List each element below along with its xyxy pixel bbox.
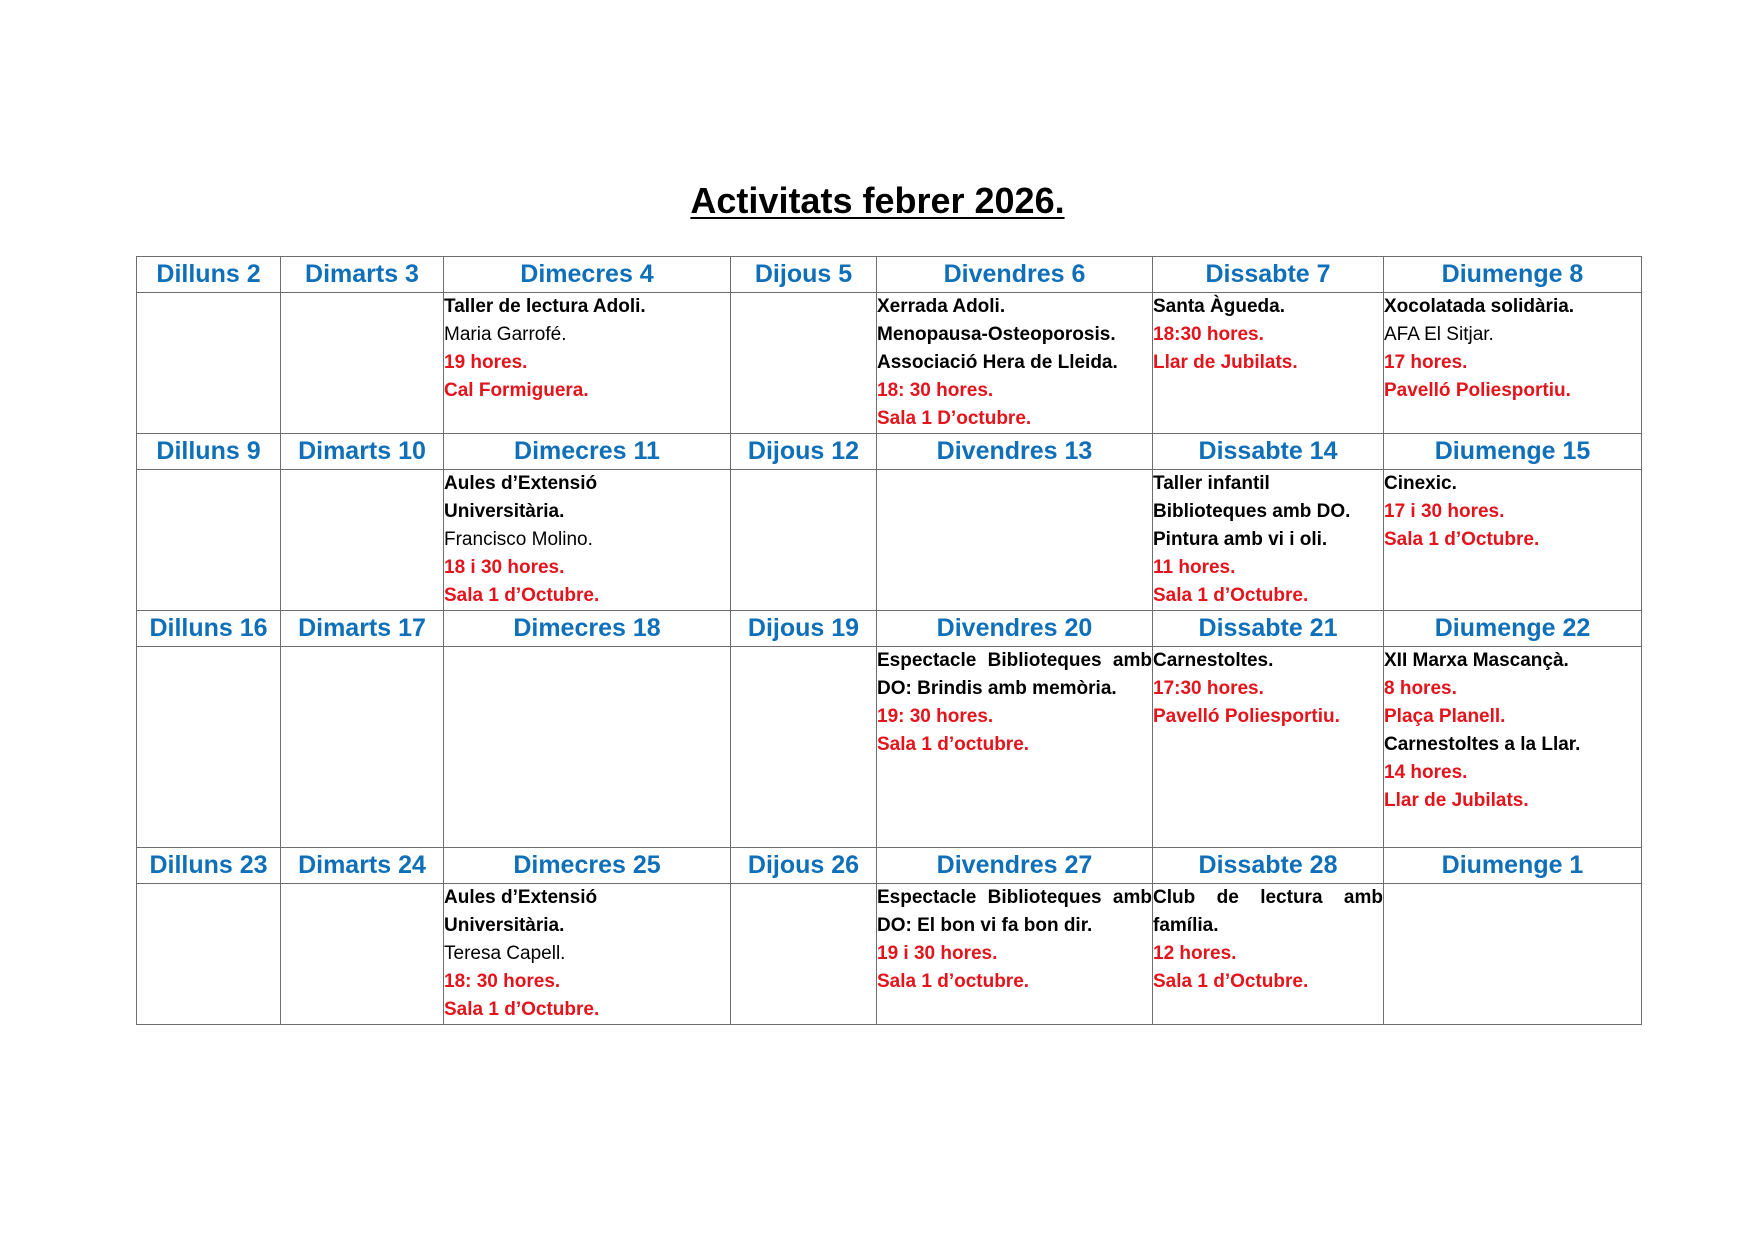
day-header: Dissabte 28	[1153, 848, 1384, 884]
event-location: Sala 1 d’octubre.	[877, 734, 1030, 755]
day-header: Divendres 6	[877, 257, 1153, 293]
event-time: 19 hores.	[444, 352, 528, 373]
week-header-row	[137, 611, 1642, 647]
day-header: Dilluns 23	[137, 848, 281, 884]
day-cell	[1153, 293, 1384, 434]
event-time: 8 hores.	[1384, 678, 1457, 699]
day-header: Dimarts 17	[281, 611, 444, 647]
week-header-row	[137, 257, 1642, 293]
event-title: Taller infantil	[1153, 473, 1270, 494]
week-events-row	[137, 647, 1642, 848]
event-time: 11 hores.	[1153, 557, 1236, 578]
event-time: 18:30 hores.	[1153, 324, 1264, 345]
day-header: Dijous 26	[731, 848, 877, 884]
day-header: Dilluns 16	[137, 611, 281, 647]
event-title: Aules d’Extensió	[444, 473, 598, 494]
event-time: 12 hores.	[1153, 943, 1237, 964]
day-header: Dimarts 10	[281, 434, 444, 470]
day-cell	[731, 647, 877, 848]
event-organizer: Teresa Capell.	[444, 943, 566, 964]
event-location: Sala 1 d’Octubre.	[1384, 529, 1540, 550]
event-location: Pavelló Poliesportiu.	[1153, 706, 1340, 727]
day-cell	[1384, 647, 1642, 848]
page-title-text: Activitats febrer 2026.	[690, 180, 1065, 221]
day-cell	[137, 293, 281, 434]
day-cell	[137, 470, 281, 611]
event-location: Plaça Planell.	[1384, 706, 1506, 727]
event-title: Santa Àgueda.	[1153, 296, 1285, 317]
day-cell	[444, 293, 731, 434]
day-header: Dimarts 24	[281, 848, 444, 884]
day-cell	[137, 647, 281, 848]
page-title	[0, 180, 1755, 222]
day-header: Dimarts 3	[281, 257, 444, 293]
event-organizer: AFA El Sitjar.	[1384, 324, 1494, 345]
day-cell	[1153, 647, 1384, 848]
event-location: Pavelló Poliesportiu.	[1384, 380, 1571, 401]
event-organizer: Francisco Molino.	[444, 529, 593, 550]
day-cell	[731, 470, 877, 611]
day-header: Diumenge 1	[1384, 848, 1642, 884]
day-cell	[281, 470, 444, 611]
day-header: Dimecres 25	[444, 848, 731, 884]
event-title: Carnestoltes a la Llar.	[1384, 734, 1581, 755]
day-header: Diumenge 8	[1384, 257, 1642, 293]
day-header: Dijous 5	[731, 257, 877, 293]
week-events-row	[137, 470, 1642, 611]
event-location: Sala 1 d’Octubre.	[1153, 971, 1309, 992]
event-title: Aules d’Extensió	[444, 887, 598, 908]
day-header: Diumenge 22	[1384, 611, 1642, 647]
event-time: 17:30 hores.	[1153, 678, 1264, 699]
day-header: Dissabte 14	[1153, 434, 1384, 470]
day-cell	[281, 884, 444, 1025]
day-header: Divendres 13	[877, 434, 1153, 470]
event-title: Club de lectura amb família.	[1153, 887, 1383, 936]
event-title: Menopausa-Osteoporosis.	[877, 324, 1116, 345]
event-title: Pintura amb vi i oli.	[1153, 529, 1328, 550]
event-location: Llar de Jubilats.	[1153, 352, 1298, 373]
day-header: Dimecres 18	[444, 611, 731, 647]
event-time: 17 hores.	[1384, 352, 1468, 373]
day-cell	[877, 293, 1153, 434]
event-location: Sala 1 d’Octubre.	[1153, 585, 1309, 606]
week-header-row	[137, 434, 1642, 470]
event-location: Sala 1 d’octubre.	[877, 971, 1030, 992]
day-cell	[877, 470, 1153, 611]
week-events-row	[137, 884, 1642, 1025]
event-title: XII Marxa Mascançà.	[1384, 650, 1569, 671]
event-title: Xocolatada solidària.	[1384, 296, 1575, 317]
day-cell	[1153, 884, 1384, 1025]
day-header: Dissabte 7	[1153, 257, 1384, 293]
calendar-table	[136, 256, 1642, 1025]
event-time: 14 hores.	[1384, 762, 1468, 783]
event-title: Taller de lectura Adoli.	[444, 296, 646, 317]
day-cell	[1384, 293, 1642, 434]
day-cell	[1153, 470, 1384, 611]
day-header: Dijous 19	[731, 611, 877, 647]
day-cell	[731, 884, 877, 1025]
event-location: Cal Formiguera.	[444, 380, 589, 401]
week-header-row	[137, 848, 1642, 884]
event-location: Llar de Jubilats.	[1384, 790, 1529, 811]
day-cell	[137, 884, 281, 1025]
event-time: 18: 30 hores.	[444, 971, 561, 992]
day-header: Dilluns 9	[137, 434, 281, 470]
event-location: Sala 1 d’Octubre.	[444, 585, 600, 606]
day-header: Dimecres 11	[444, 434, 731, 470]
event-time: 19: 30 hores.	[877, 706, 994, 727]
day-cell	[1384, 884, 1642, 1025]
event-time: 19 i 30 hores.	[877, 943, 998, 964]
event-title: Universitària.	[444, 501, 565, 522]
day-cell	[1384, 470, 1642, 611]
event-location: Sala 1 D’octubre.	[877, 408, 1032, 429]
event-title: Biblioteques amb DO.	[1153, 501, 1351, 522]
day-header: Dijous 12	[731, 434, 877, 470]
day-cell	[877, 647, 1153, 848]
day-header: Dissabte 21	[1153, 611, 1384, 647]
event-location: Sala 1 d’Octubre.	[444, 999, 600, 1020]
day-cell	[444, 470, 731, 611]
day-header: Dilluns 2	[137, 257, 281, 293]
event-time: 18 i 30 hores.	[444, 557, 565, 578]
day-header: Divendres 20	[877, 611, 1153, 647]
day-cell	[281, 293, 444, 434]
event-title: Associació Hera de Lleida.	[877, 352, 1118, 373]
day-header: Dimecres 4	[444, 257, 731, 293]
week-events-row	[137, 293, 1642, 434]
event-title: Espectacle Biblioteques amb DO: Brindis amb memòria.	[877, 650, 1152, 699]
day-cell	[444, 647, 731, 848]
event-title: Universitària.	[444, 915, 565, 936]
day-cell	[877, 884, 1153, 1025]
day-cell	[731, 293, 877, 434]
event-title: Carnestoltes.	[1153, 650, 1274, 671]
event-time: 18: 30 hores.	[877, 380, 994, 401]
day-header: Diumenge 15	[1384, 434, 1642, 470]
event-time: 17 i 30 hores.	[1384, 501, 1505, 522]
event-title: Xerrada Adoli.	[877, 296, 1006, 317]
day-header: Divendres 27	[877, 848, 1153, 884]
event-title: Cinexic.	[1384, 473, 1457, 494]
event-title: Espectacle Biblioteques amb DO: El bon vi fa bon dir.	[877, 887, 1152, 936]
day-cell	[281, 647, 444, 848]
event-organizer: Maria Garrofé.	[444, 324, 567, 345]
day-cell	[444, 884, 731, 1025]
